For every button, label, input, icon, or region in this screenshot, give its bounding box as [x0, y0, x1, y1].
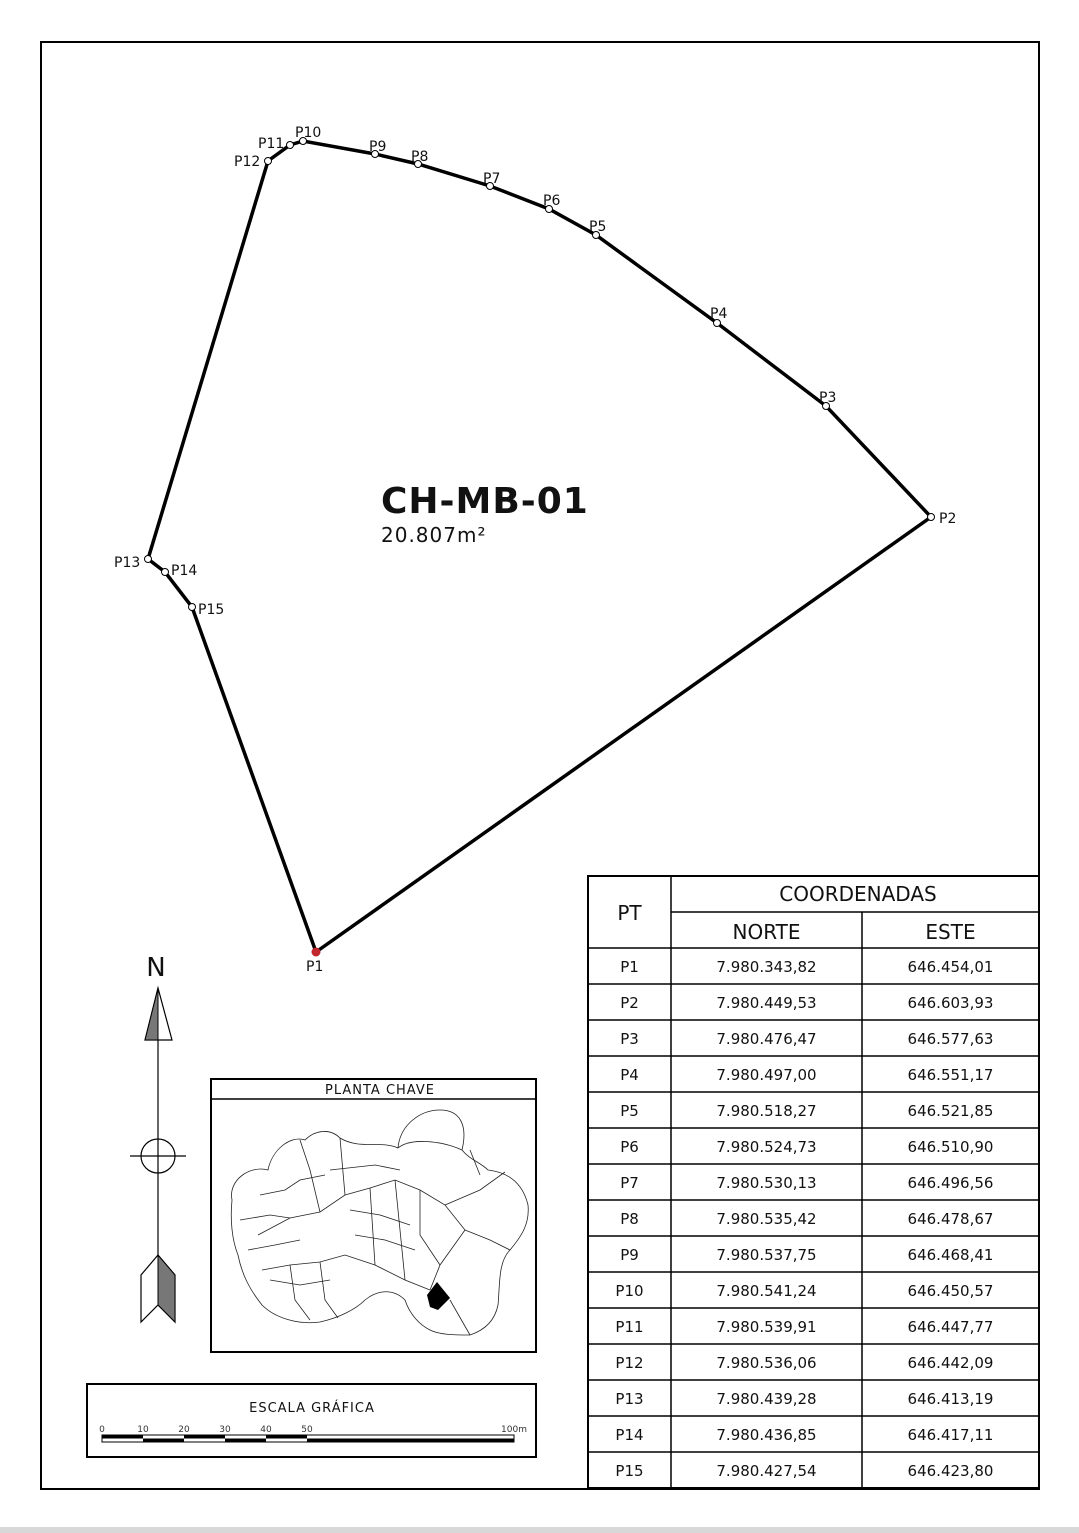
vertex-label-p3: P3	[819, 390, 837, 406]
table-cell-este: 646.510,90	[907, 1138, 994, 1156]
vertex-marker-p2	[928, 514, 935, 521]
table-cell-pt: P9	[620, 1246, 639, 1264]
table-header-este: ESTE	[925, 920, 976, 944]
table-cell-pt: P10	[615, 1282, 644, 1300]
table-cell-norte: 7.980.497,00	[716, 1066, 817, 1084]
vertex-label-p8: P8	[411, 149, 429, 165]
table-cell-pt: P3	[620, 1030, 639, 1048]
table-cell-pt: P8	[620, 1210, 639, 1228]
table-cell-este: 646.417,11	[907, 1426, 994, 1444]
vertex-label-p7: P7	[483, 171, 501, 187]
coordinates-table	[588, 876, 1039, 1488]
vertex-marker-p1	[312, 948, 321, 957]
vertex-marker-p11	[287, 142, 294, 149]
table-cell-norte: 7.980.439,28	[716, 1390, 817, 1408]
scale-segment	[102, 1435, 143, 1439]
table-header-coordenadas: COORDENADAS	[779, 882, 937, 906]
table-header-pt: PT	[617, 901, 642, 925]
scale-tick-label: 50	[301, 1425, 313, 1435]
vertex-marker-p15	[189, 604, 196, 611]
table-cell-norte: 7.980.427,54	[716, 1462, 817, 1480]
scale-segment	[184, 1435, 225, 1439]
scale-title: ESCALA GRÁFICA	[249, 1401, 375, 1416]
scale-segment	[266, 1435, 307, 1439]
scale-tick-label: 20	[178, 1425, 190, 1435]
table-cell-este: 646.454,01	[907, 958, 994, 976]
key-plan	[211, 1079, 536, 1352]
table-cell-pt: P11	[615, 1318, 644, 1336]
table-cell-norte: 7.980.518,27	[716, 1102, 817, 1120]
vertex-label-p15: P15	[198, 602, 225, 618]
table-cell-este: 646.521,85	[907, 1102, 994, 1120]
table-cell-pt: P13	[615, 1390, 644, 1408]
table-cell-pt: P7	[620, 1174, 639, 1192]
table-cell-este: 646.423,80	[907, 1462, 994, 1480]
table-cell-norte: 7.980.530,13	[716, 1174, 817, 1192]
vertex-label-p14: P14	[171, 563, 198, 579]
table-cell-norte: 7.980.535,42	[716, 1210, 817, 1228]
table-cell-este: 646.478,67	[907, 1210, 994, 1228]
table-cell-norte: 7.980.536,06	[716, 1354, 817, 1372]
table-cell-norte: 7.980.476,47	[716, 1030, 817, 1048]
key-plan-title: PLANTA CHAVE	[325, 1083, 435, 1098]
vertex-label-p6: P6	[543, 193, 561, 209]
vertex-marker-p14	[162, 569, 169, 576]
scale-tick-label: 10	[137, 1425, 149, 1435]
table-cell-este: 646.450,57	[907, 1282, 994, 1300]
north-label: N	[146, 953, 166, 983]
vertex-label-p4: P4	[710, 306, 728, 322]
table-cell-pt: P15	[615, 1462, 644, 1480]
lot-area: 20.807m²	[381, 523, 487, 547]
vertex-marker-p13	[145, 556, 152, 563]
table-cell-pt: P2	[620, 994, 639, 1012]
table-cell-este: 646.603,93	[907, 994, 994, 1012]
table-cell-este: 646.442,09	[907, 1354, 994, 1372]
table-header-norte: NORTE	[732, 920, 801, 944]
key-plan-frame	[211, 1079, 536, 1352]
vertex-label-p2: P2	[939, 511, 957, 527]
table-cell-norte: 7.980.541,24	[716, 1282, 817, 1300]
scale-segment	[307, 1439, 514, 1443]
table-cell-pt: P14	[615, 1426, 644, 1444]
scale-segment	[225, 1439, 266, 1443]
scale-frame	[87, 1384, 536, 1457]
table-cell-norte: 7.980.539,91	[716, 1318, 817, 1336]
lot-code: CH-MB-01	[381, 481, 589, 522]
table-cell-este: 646.447,77	[907, 1318, 994, 1336]
table-cell-norte: 7.980.343,82	[716, 958, 817, 976]
table-cell-pt: P4	[620, 1066, 639, 1084]
vertex-label-p11: P11	[258, 136, 285, 152]
table-cell-norte: 7.980.436,85	[716, 1426, 817, 1444]
vertex-label-p12: P12	[234, 154, 261, 170]
table-cell-este: 646.413,19	[907, 1390, 994, 1408]
table-cell-este: 646.551,17	[907, 1066, 994, 1084]
vertex-label-p10: P10	[295, 125, 322, 141]
table-cell-pt: P5	[620, 1102, 639, 1120]
vertex-label-p1: P1	[306, 959, 324, 975]
scale-tick-label: 100m	[501, 1425, 527, 1435]
scale-segment	[143, 1439, 184, 1443]
vertex-label-p13: P13	[114, 555, 141, 571]
vertex-label-p5: P5	[589, 219, 607, 235]
scale-tick-label: 0	[99, 1425, 105, 1435]
table-cell-norte: 7.980.449,53	[716, 994, 817, 1012]
table-cell-pt: P1	[620, 958, 639, 976]
table-cell-norte: 7.980.537,75	[716, 1246, 817, 1264]
table-cell-pt: P12	[615, 1354, 644, 1372]
table-cell-pt: P6	[620, 1138, 639, 1156]
table-cell-este: 646.468,41	[907, 1246, 994, 1264]
table-cell-norte: 7.980.524,73	[716, 1138, 817, 1156]
graphic-scale	[87, 1384, 536, 1457]
vertex-label-p9: P9	[369, 139, 387, 155]
vertex-marker-p12	[265, 158, 272, 165]
table-cell-este: 646.577,63	[907, 1030, 994, 1048]
table-cell-este: 646.496,56	[907, 1174, 994, 1192]
scale-tick-label: 30	[219, 1425, 231, 1435]
scale-tick-label: 40	[260, 1425, 272, 1435]
bottom-edge	[0, 1527, 1079, 1533]
